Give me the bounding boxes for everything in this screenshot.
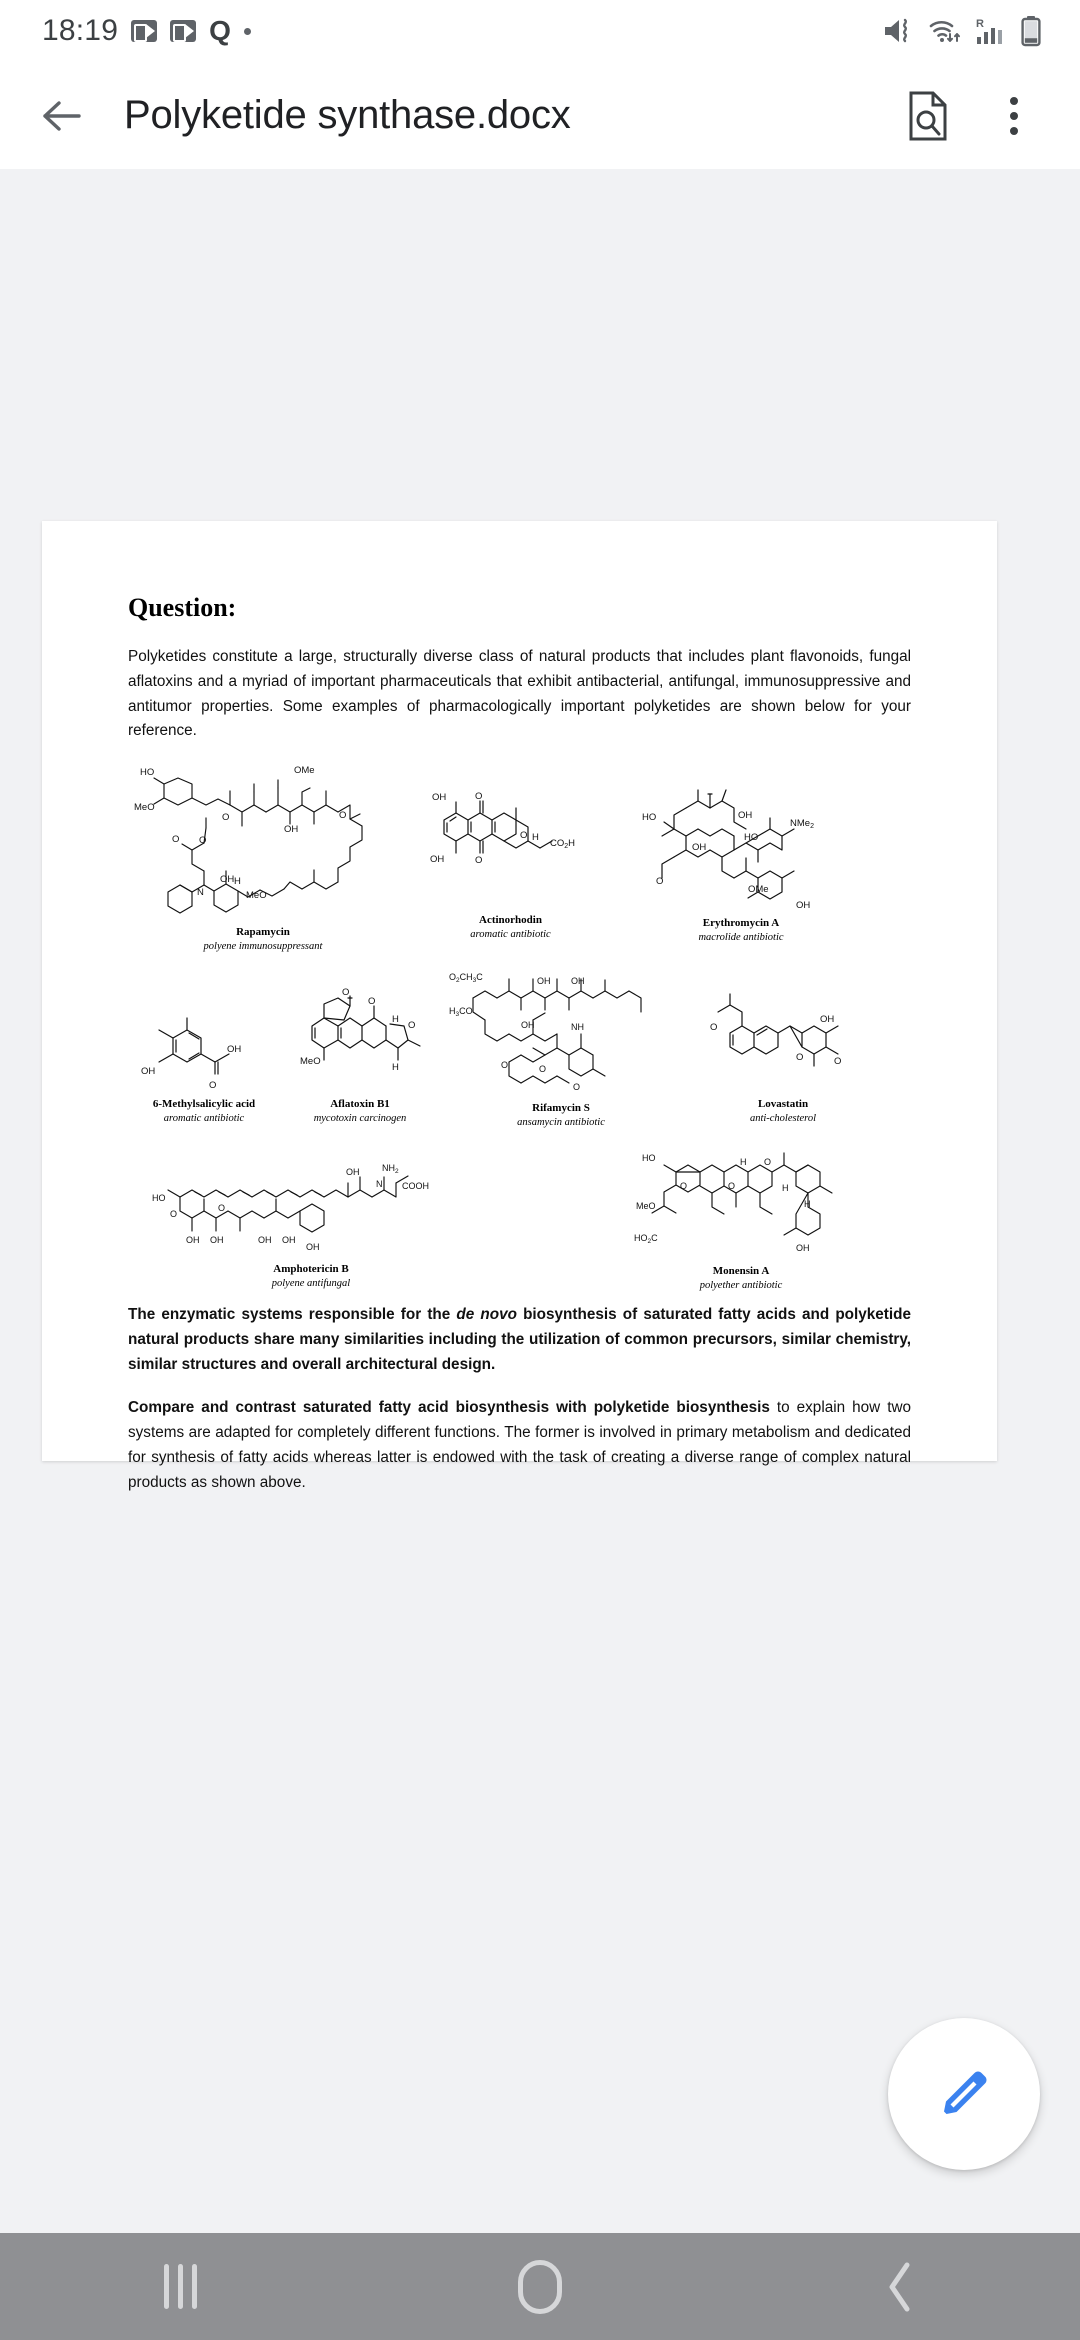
status-bar xyxy=(0,0,1080,62)
structure-name: 6-Methylsalicylic acid xyxy=(152,1098,256,1111)
roaming-signal-icon xyxy=(975,16,1009,46)
rifamycin-s-structure-diagram xyxy=(449,968,673,1102)
structure-rifamycin-s xyxy=(446,968,676,1129)
label-OH: OH xyxy=(431,792,446,804)
label-HO: HO xyxy=(642,1153,656,1164)
outlook-icon xyxy=(131,20,157,42)
structure-name: Monensin A xyxy=(712,1265,770,1278)
question-heading: Question: xyxy=(128,593,237,622)
label-O2: O xyxy=(170,1209,178,1220)
structure-descriptor: macrolide antibiotic xyxy=(698,931,784,943)
label-O: O xyxy=(209,1080,217,1092)
actinorhodin-structure-diagram xyxy=(422,786,600,914)
label-O: O xyxy=(218,1203,226,1214)
label-O2: O xyxy=(339,810,347,822)
erythromycin-a-structure-diagram xyxy=(630,772,852,917)
system-navigation-bar xyxy=(0,2233,1080,2340)
nav-back-icon xyxy=(880,2259,920,2315)
label-OH2: OH xyxy=(227,1044,242,1056)
structure-rapamycin xyxy=(128,758,398,953)
label-N: N xyxy=(197,887,204,899)
label-O3: O xyxy=(519,830,527,842)
structure-descriptor: anti-cholesterol xyxy=(749,1112,817,1124)
label-NH2: $NH_2$ xyxy=(382,1163,399,1176)
structure-descriptor: aromatic antibiotic xyxy=(470,928,551,940)
label-H: H xyxy=(740,1157,747,1168)
label-OH6: OH xyxy=(346,1167,360,1178)
label-HO: HO xyxy=(642,812,657,824)
structure-row-1 xyxy=(128,758,911,968)
structure-descriptor: mycotoxin carcinogen xyxy=(313,1112,407,1124)
lovastatin-structure-diagram xyxy=(700,990,866,1098)
label-HO: HO xyxy=(152,1193,166,1204)
edit-fab-button[interactable] xyxy=(888,2018,1040,2170)
label-H: H xyxy=(234,876,241,888)
para2-part-b: biosynthesis of saturated fatty acids and polyketide natural products share many similarities including the utilization of common precursors, similar chemistry, similar structures and overall architectural design. xyxy=(128,1306,911,1373)
label-NMe2: NMe$_2$ xyxy=(790,818,814,831)
back-button[interactable] xyxy=(24,79,98,153)
label-CO2H: $CO_2H$ xyxy=(549,838,575,851)
roaming-letter: R xyxy=(976,18,984,30)
structure-name: Erythromycin A xyxy=(702,917,780,930)
status-bar-left xyxy=(0,14,251,48)
label-NH: NH xyxy=(571,1022,584,1033)
structure-name: Lovastatin xyxy=(757,1098,809,1111)
document-page xyxy=(42,521,997,1491)
label-H2: H xyxy=(392,1062,399,1074)
structure-name: Actinorhodin xyxy=(479,914,542,927)
document-title: Polyketide synthase.docx xyxy=(124,93,571,137)
structure-name: Rapamycin xyxy=(236,926,290,939)
home-icon xyxy=(518,2260,562,2314)
home-button[interactable] xyxy=(450,2233,630,2340)
label-O3: O xyxy=(368,996,376,1008)
label-O3: O xyxy=(834,1056,842,1068)
label-O2: O xyxy=(539,1064,547,1075)
structure-descriptor: polyene immunosuppressant xyxy=(203,940,323,952)
label-O2: O xyxy=(728,1181,736,1192)
label-O4: O xyxy=(199,835,207,847)
label-OH2: OH xyxy=(220,874,235,886)
label-H3CO: $H_3CO$ xyxy=(449,1006,473,1019)
status-clock: 18:19 xyxy=(42,14,119,47)
para2-italic: de novo xyxy=(456,1306,517,1324)
wifi-transfer-icon xyxy=(928,16,964,46)
structure-name: Aflatoxin B1 xyxy=(330,1098,390,1111)
label-O2: O xyxy=(408,1020,416,1032)
find-in-document-icon xyxy=(905,90,951,142)
label-OH4: OH xyxy=(282,1235,296,1246)
paragraph-enzymatic-systems xyxy=(128,1303,911,1377)
structure-actinorhodin xyxy=(418,786,603,941)
label-MeO: MeO xyxy=(300,1056,321,1068)
structure-descriptor: polyene antifungal xyxy=(271,1277,351,1289)
label-OH: OH xyxy=(186,1235,200,1246)
label-O: O xyxy=(680,1181,688,1192)
label-OH3: OH xyxy=(796,900,811,912)
status-bar-right xyxy=(883,15,1080,47)
back-arrow-icon xyxy=(35,90,87,142)
label-MeO: MeO xyxy=(134,802,155,814)
structure-descriptor: polyether antibiotic xyxy=(699,1279,783,1291)
para2-part-a: The enzymatic systems responsible for the xyxy=(128,1306,457,1324)
label-O2: O xyxy=(474,855,482,867)
label-OH2: OH xyxy=(738,810,753,822)
structure-erythromycin-a xyxy=(626,772,856,944)
label-O: O xyxy=(501,1060,509,1071)
structure-row-3 xyxy=(128,1143,911,1303)
structure-descriptor: aromatic antibiotic xyxy=(163,1112,245,1124)
paragraph-compare-contrast xyxy=(128,1396,911,1495)
more-options-button[interactable] xyxy=(976,78,1052,154)
label-H2: H xyxy=(782,1183,789,1194)
amphotericin-b-structure-diagram xyxy=(150,1155,472,1263)
label-OH5: OH xyxy=(306,1242,320,1253)
label-O3: O xyxy=(573,1082,581,1093)
label-OH: OH xyxy=(820,1014,835,1026)
label-OH: OH xyxy=(537,976,551,987)
6-methylsalicylic-acid-structure-diagram xyxy=(137,1012,271,1098)
label-H: H xyxy=(531,832,539,844)
vibrate-mute-icon xyxy=(883,16,917,46)
intro-paragraph: Polyketides constitute a large, structurally diverse class of natural products that includes plant flavonoids, fungal aflatoxins and a myriad of important pharmaceuticals that exhibit antibacterial, antifungal, immunosuppressive and antitumor properties. Some examples of pharmacologically important polyketides are shown below for your reference. xyxy=(128,648,911,740)
label-O2: O xyxy=(796,1052,804,1064)
document-canvas[interactable] xyxy=(0,169,1080,2089)
battery-icon xyxy=(1020,15,1042,47)
label-OH: OH xyxy=(141,1066,156,1078)
aflatoxin-b1-structure-diagram xyxy=(282,988,438,1098)
label-OMe: OMe xyxy=(294,765,315,777)
recents-icon xyxy=(164,2264,197,2309)
label-O: O xyxy=(710,1022,718,1034)
structure-gallery xyxy=(128,758,911,1303)
app-bar xyxy=(0,62,1080,169)
label-OH3: OH xyxy=(521,1020,535,1031)
label-OH: OH xyxy=(284,824,299,836)
label-OH3: OH xyxy=(258,1235,272,1246)
label-O: O xyxy=(474,791,482,803)
structure-6-methylsalicylic-acid xyxy=(134,1012,274,1125)
label-O3: O xyxy=(764,1157,772,1168)
structure-aflatoxin-b1 xyxy=(280,988,440,1125)
label-O: O xyxy=(656,876,664,888)
structure-descriptor: ansamycin antibiotic xyxy=(517,1116,605,1128)
label-N: N xyxy=(376,1179,383,1190)
label-O: O xyxy=(342,988,350,999)
structure-row-2 xyxy=(128,968,911,1143)
label-OH2: OH xyxy=(210,1235,224,1246)
label-OH2: OH xyxy=(429,854,444,866)
qmail-icon: Q xyxy=(209,15,231,46)
dot-icon xyxy=(244,28,251,35)
label-H: H xyxy=(392,1014,399,1026)
outlook-icon xyxy=(170,20,196,42)
para3-bold-lead: Compare and contrast saturated fatty acid biosynthesis with polyketide biosynthesis xyxy=(128,1399,770,1417)
label-O: O xyxy=(222,812,230,824)
label-O3: O xyxy=(172,834,180,846)
label-OH2: OH xyxy=(571,976,585,987)
structure-monensin-a xyxy=(626,1145,856,1292)
monensin-a-structure-diagram xyxy=(628,1145,854,1265)
label-O2CH3C: $O_2CH_3C$ xyxy=(449,972,483,985)
label-HO: HO xyxy=(140,767,155,779)
nav-back-button[interactable] xyxy=(810,2233,990,2340)
app-bar-actions xyxy=(890,78,1080,154)
structure-amphotericin-b xyxy=(146,1155,476,1290)
label-H3: H xyxy=(804,1199,811,1210)
para3-rest: to explain how two systems are adapted for completely different functions. The former is involved in primary metabolism and dedicated for synthesis of fatty acids whereas latter is endowed with the task of creating a diverse range of complex natural products as shown above. xyxy=(128,1399,911,1491)
label-MeO: MeO xyxy=(636,1201,656,1212)
label-MeO2: MeO xyxy=(246,890,267,902)
label-COOH: COOH xyxy=(402,1181,429,1192)
label-OH: OH xyxy=(796,1243,810,1254)
label-HO2C: $HO_2C$ xyxy=(634,1233,658,1246)
edit-pencil-icon xyxy=(931,2061,997,2127)
structure-name: Rifamycin S xyxy=(532,1102,590,1115)
label-OH: OH xyxy=(692,842,707,854)
recents-button[interactable] xyxy=(90,2233,270,2340)
structure-lovastatin xyxy=(698,990,868,1125)
find-in-document-button[interactable] xyxy=(890,78,966,154)
label-OMe: OMe xyxy=(748,884,769,896)
label-HO2: HO xyxy=(744,832,759,844)
rapamycin-structure-diagram xyxy=(134,758,392,926)
structure-name: Amphotericin B xyxy=(273,1263,349,1276)
more-options-icon xyxy=(1010,97,1018,135)
